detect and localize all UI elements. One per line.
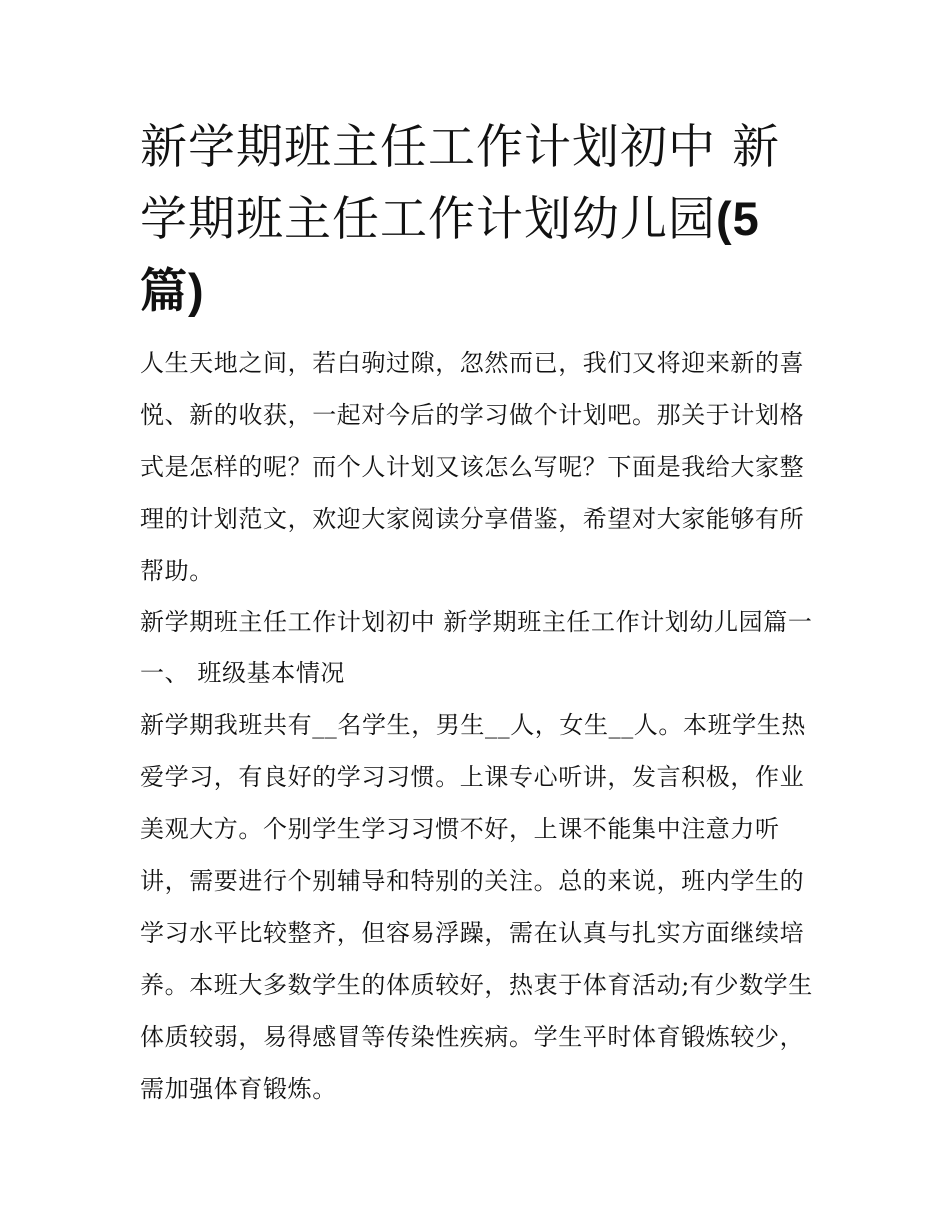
- document-title-suffix: (5篇): [140, 192, 760, 317]
- body-paragraph: 新学期我班共有__名学生，男生__人，女生__人。本班学生热爱学习，有良好的学习习惯。上课专心听讲，发言积极，作业美观大方。个别学生学习习惯不好，上课不能集中注意力听讲，需要进行个别辅导和特别的关注。总的来说，班内学生的学习水平比较整齐，但容易浮躁，需在认真与扎实方面继续培养。本班大多数学生的体质较好，热衷于体育活动;有少数学生体质较弱，易得感冒等传染性疾病。学生平时体育锻炼较少，需加强体育锻炼。: [140, 711, 813, 1103]
- section-heading: 新学期班主任工作计划初中 新学期班主任工作计划幼儿园篇一: [140, 608, 813, 636]
- subsection-heading: 一、 班级基本情况: [140, 659, 346, 687]
- document-title: [140, 112, 820, 327]
- intro-paragraph: 人生天地之间，若白驹过隙，忽然而已，我们又将迎来新的喜悦、新的收获，一起对今后的学习做个计划吧。那关于计划格式是怎样的呢？而个人计划又该怎么写呢？下面是我给大家整理的计划范文，欢迎大家阅读分享借鉴，希望对大家能够有所帮助。: [140, 349, 805, 585]
- document-title-main: 新学期班主任工作计划初中 新学期班主任工作计划幼儿园: [140, 120, 780, 247]
- document-content: [140, 112, 820, 1115]
